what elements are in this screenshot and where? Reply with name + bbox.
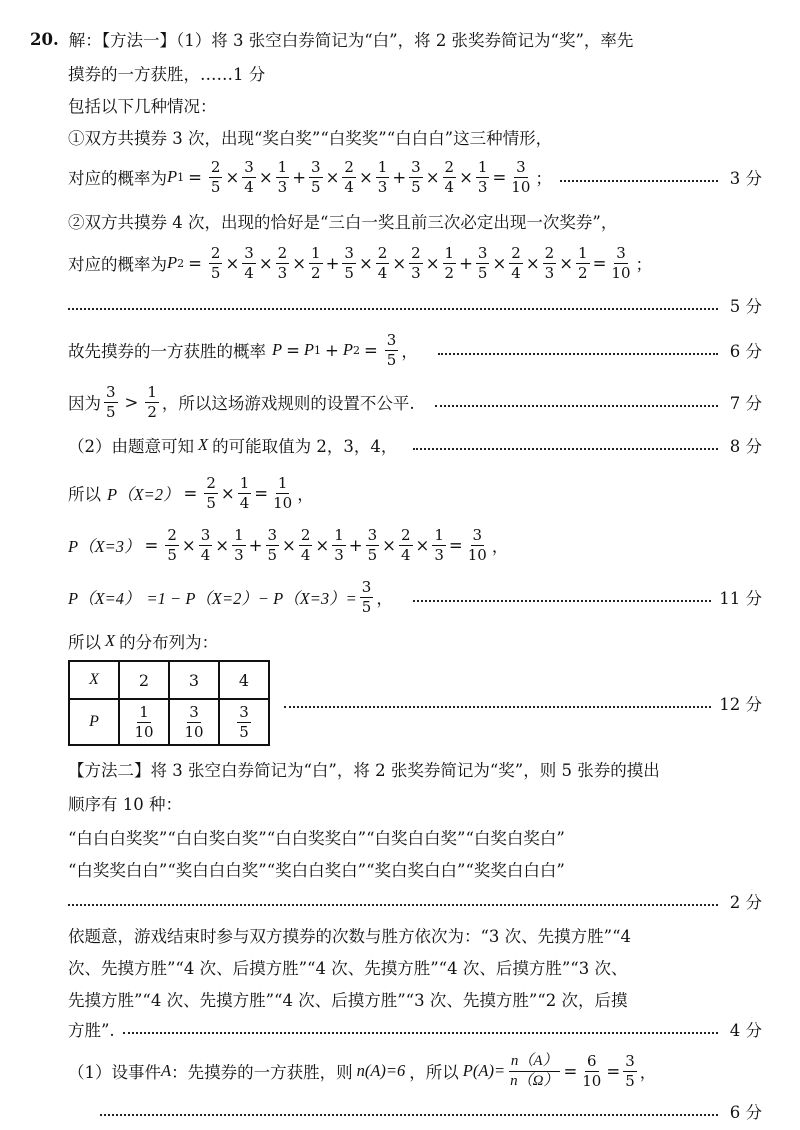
- eq-sign: =: [363, 340, 378, 360]
- px4-expr: P（X=4）: [68, 589, 141, 608]
- frac: $\frac{n(A)}{n(\Omega)}$: [510, 1052, 559, 1089]
- frac: $\frac{1}{3}$: [434, 525, 444, 564]
- eq-sign: =: [606, 1061, 621, 1081]
- table-cell-x-header: X: [69, 661, 119, 699]
- line-px3: [68, 520, 762, 570]
- score-mark: 8 分: [729, 437, 762, 456]
- line-distribution-intro: [68, 624, 762, 658]
- dot-leader: [284, 706, 711, 708]
- frac: $\frac{1}{3}$: [234, 525, 244, 564]
- p2-terms: $\frac{2}{5}$ × $\frac{3}{4}$ × $\frac{2}{3}$ × $\frac{1}{2}$ + $\frac{3}{5}$ × $\frac{2}{4}$ × $\frac{2}{3}$ × $\frac{1}{2}$ + $\frac{3}{5}$ × $\frac{2}{4}$ × $\frac{2}{3}$ × $\frac{1}{2}$ = $\frac{3}{10}$: [210, 243, 631, 282]
- px2-expr: P（X=2）: [107, 485, 180, 504]
- line-px4: [68, 572, 762, 622]
- dot-leader: [123, 1032, 718, 1034]
- frac: $\frac{1}{3}$: [377, 157, 388, 196]
- score-mark: 3 分: [729, 169, 762, 188]
- frac: $\frac{2}{4}$: [511, 243, 521, 282]
- p2-tail: ；: [635, 255, 653, 274]
- frac-result: $\frac{3}{5}$: [625, 1051, 635, 1090]
- p1-sub: 1: [314, 343, 322, 357]
- line-x-values: [68, 428, 762, 462]
- x-values-pre: （2）由题意可知: [68, 437, 194, 456]
- pa-expr: P(A)=: [462, 1061, 506, 1080]
- score-mark: 6 分: [729, 1103, 762, 1122]
- case-two-text: ②双方共摸券 4 次，出现的恰好是“三白一奖且前三次必定出现一次奖券”，: [68, 213, 618, 232]
- rounds-text-1: 依题意，游戏结束时参与双方摸券的次数与胜方依次为：“3 次、先摸方胜”“4: [68, 927, 632, 946]
- rounds-text-3: 先摸方胜”“4 次、先摸方胜”“4 次、后摸方胜”“3 次、先摸方胜”“2 次，后摸: [68, 991, 628, 1010]
- line-orders-2: [68, 852, 762, 886]
- frac: $\frac{2}{4}$: [344, 157, 354, 196]
- p1-tail: ；: [535, 169, 552, 188]
- frac: $\frac{1}{3}$: [477, 157, 488, 196]
- line-unfair: [68, 378, 762, 426]
- p2-var: P: [342, 340, 353, 359]
- score-mark: 12 分: [719, 695, 762, 714]
- line-rounds-4: [68, 1012, 762, 1046]
- rounds-text-2: 次、先摸方胜”“4 次、后摸方胜”“4 次、先摸方胜”“4 次、后摸方胜”“3 次、: [68, 959, 628, 978]
- frac: $\frac{2}{5}$: [210, 243, 221, 282]
- frac: $\frac{2}{3}$: [544, 243, 555, 282]
- eq-sign: =: [183, 483, 198, 503]
- because-text: 因为: [68, 394, 101, 413]
- p2-var: P: [167, 253, 178, 272]
- frac: $\frac{3}{5}$: [106, 382, 116, 421]
- frac: $\frac{1}{2}$: [147, 382, 157, 421]
- frac: $\frac{3}{4}$: [244, 243, 254, 282]
- p1-eq: =: [188, 167, 202, 187]
- line-orders-1: [68, 820, 762, 854]
- eq-sign: =: [563, 1061, 578, 1081]
- table-cell-p-header: P: [69, 699, 119, 745]
- table-cell: 4: [219, 661, 269, 699]
- px3-tail: ，: [491, 537, 509, 556]
- first-drawer-text: 摸券的一方获胜，……1 分: [68, 65, 266, 84]
- frac: $\frac{2}{4}$: [401, 525, 411, 564]
- method-one-intro: 解：【方法一】（1）将 3 张空白券简记为“白”，将 2 张奖券简记为“奖”，率先: [68, 31, 634, 50]
- frac: $\frac{1}{2}$: [311, 243, 321, 282]
- px3-expr: P（X=3）: [68, 537, 141, 556]
- frac: $\frac{2}{5}$: [206, 473, 216, 512]
- score-mark: 6 分: [729, 342, 762, 361]
- a-var: A: [161, 1061, 172, 1080]
- line-total-p: [68, 326, 762, 374]
- p2-label: 对应的概率为: [68, 255, 167, 274]
- ten-orders-text: 顺序有 10 种：: [68, 795, 182, 814]
- frac: $\frac{1}{3}$: [334, 525, 344, 564]
- px3-terms: $\frac{2}{5}$ × $\frac{3}{4}$ × $\frac{1}{3}$ + $\frac{3}{5}$ × $\frac{2}{4}$ × $\frac{1}{3}$ + $\frac{3}{5}$ × $\frac{2}{4}$ × $\frac{1}{3}$ = $\frac{3}{10}$: [167, 525, 487, 564]
- cases-intro-text: 包括以下几种情况：: [68, 97, 217, 116]
- frac: $\frac{3}{5}$: [267, 525, 278, 564]
- frac: $\frac{2}{4}$: [300, 525, 311, 564]
- frac-result: $\frac{3}{5}$: [361, 577, 372, 616]
- so-text: 所以: [68, 485, 101, 504]
- frac: $\frac{3}{5}$: [367, 525, 378, 564]
- frac: $\frac{2}{4}$: [444, 157, 455, 196]
- line-p2-formula: [68, 238, 762, 288]
- dot-leader: [413, 448, 718, 450]
- line-score-5: [68, 288, 762, 322]
- times-sign: ×: [220, 483, 235, 503]
- frac-result: $\frac{1}{10}$: [273, 473, 293, 512]
- p2-eq: =: [188, 253, 202, 273]
- x-var: X: [105, 631, 116, 650]
- total-p-tail: ，: [401, 342, 418, 361]
- eq-sign: =: [144, 535, 159, 555]
- dot-leader: [435, 405, 718, 407]
- event-pre: （1）设事件: [68, 1063, 161, 1082]
- frac-result: $\frac{3}{10}$: [511, 157, 531, 196]
- na-expr: n(A)=6: [356, 1061, 406, 1080]
- so-text: 所以: [68, 633, 101, 652]
- p1-sub: 1: [177, 170, 185, 184]
- line-rounds-2: [68, 950, 762, 984]
- px2-tail: ，: [297, 485, 314, 504]
- p-var: P: [272, 340, 283, 359]
- score-mark: 4 分: [729, 1021, 762, 1040]
- table-cell: 2: [119, 661, 169, 699]
- frac: $\frac{2}{5}$: [167, 525, 177, 564]
- score-mark: 5 分: [729, 297, 762, 316]
- p2-sub: 2: [177, 256, 185, 270]
- frac: $\frac{1}{3}$: [277, 157, 288, 196]
- line-case-one: [68, 120, 762, 154]
- frac: $\frac{3}{4}$: [200, 525, 211, 564]
- frac: $\frac{6}{10}$: [582, 1051, 602, 1090]
- orders-list-1: “白白白奖奖”“白白奖白奖”“白白奖奖白”“白奖白白奖”“白奖白奖白”: [68, 829, 565, 848]
- method-two-text: 【方法二】将 3 张空白券简记为“白”，将 2 张奖券简记为“奖”，则 5 张券的摸出: [68, 761, 660, 780]
- problem-number: 20.: [30, 29, 59, 49]
- line-px2: [68, 468, 762, 518]
- table-cell: 3: [169, 661, 219, 699]
- frac: $\frac{1}{2}$: [578, 243, 588, 282]
- eq-sign: =: [254, 483, 269, 503]
- case-one-text: ①双方共摸券 3 次，出现“奖白奖”“白奖奖”“白白白”这三种情形，: [68, 129, 553, 148]
- orders-list-2: “白奖奖白白”“奖白白白奖”“奖白白奖白”“奖白奖白白”“奖奖白白白”: [68, 861, 565, 880]
- line-distribution-table: [68, 660, 762, 746]
- dot-leader: [68, 904, 718, 906]
- frac: $\frac{3}{5}$: [477, 243, 488, 282]
- unfair-text: ，所以这场游戏规则的设置不公平.: [161, 394, 415, 413]
- total-p-text: 故先摸券的一方获胜的概率: [68, 342, 266, 361]
- frac: $\frac{2}{5}$: [210, 157, 221, 196]
- p2-sub: 2: [352, 343, 360, 357]
- frac: $\frac{2}{4}$: [377, 243, 388, 282]
- line-event-a: [68, 1046, 762, 1096]
- frac: $\frac{1}{4}$: [239, 473, 250, 512]
- dot-leader: [68, 308, 718, 310]
- event-mid: ：先摸券的一方获胜，则: [171, 1063, 353, 1082]
- table-cell: $\frac{3}{10}$: [169, 699, 219, 745]
- frac: $\frac{2}{3}$: [277, 243, 288, 282]
- frac-result: $\frac{3}{10}$: [611, 243, 631, 282]
- p1-label: 对应的概率为: [68, 169, 167, 188]
- frac: $\frac{1}{2}$: [444, 243, 455, 282]
- p1-var: P: [167, 167, 178, 186]
- score-mark: 11 分: [719, 589, 762, 608]
- gt-sign: >: [124, 392, 139, 412]
- frac-result: $\frac{3}{10}$: [467, 525, 487, 564]
- dot-leader: [100, 1114, 718, 1116]
- score-mark: 7 分: [729, 394, 762, 413]
- table-cell: $\frac{3}{5}$: [219, 699, 269, 745]
- dot-leader: [413, 600, 711, 602]
- table-row: [69, 699, 269, 745]
- frac: $\frac{2}{3}$: [411, 243, 421, 282]
- line-score-6: [100, 1096, 762, 1126]
- line-rounds-3: [68, 982, 762, 1016]
- solution-header-line: [30, 22, 762, 56]
- event-tail: ，: [639, 1063, 657, 1082]
- line-method-two: [68, 752, 762, 786]
- frac-result: $\frac{3}{5}$: [386, 330, 397, 369]
- dot-leader: [438, 353, 718, 355]
- dot-leader: [560, 180, 718, 182]
- line-case-two: [68, 204, 762, 238]
- p1-terms: $\frac{2}{5}$ × $\frac{3}{4}$ × $\frac{1}{3}$ + $\frac{3}{5}$ × $\frac{2}{4}$ × $\frac{1}{3}$ + $\frac{3}{5}$ × $\frac{2}{4}$ × $\frac{1}{3}$ = $\frac{3}{10}$: [210, 157, 531, 196]
- x-var: X: [198, 435, 209, 454]
- plus-sign: +: [325, 340, 339, 360]
- table-row: [69, 661, 269, 699]
- frac: $\frac{3}{5}$: [411, 157, 421, 196]
- table-cell: $\frac{1}{10}$: [119, 699, 169, 745]
- event-mid2: ，所以: [409, 1063, 459, 1082]
- p1-var: P: [303, 340, 315, 359]
- score-mark: 2 分: [729, 893, 762, 912]
- line-p1-formula: [68, 152, 762, 202]
- rounds-text-4: 方胜”.: [68, 1021, 115, 1040]
- line-rounds-1: [68, 918, 762, 952]
- line-first-drawer: [68, 56, 762, 90]
- line-score-2: [68, 884, 762, 918]
- px4-tail: ，: [376, 589, 393, 608]
- frac: $\frac{3}{5}$: [311, 157, 321, 196]
- line-ten-orders: [68, 786, 762, 820]
- x-values-post: 的可能取值为 2，3，4，: [212, 437, 398, 456]
- distribution-intro-text: 的分布列为：: [119, 633, 219, 652]
- frac: $\frac{3}{4}$: [244, 157, 254, 196]
- eq-sign: =: [286, 340, 300, 360]
- distribution-table: [68, 660, 270, 746]
- line-cases-intro: [68, 88, 762, 122]
- px4-body: =1 − P（X=2）− P（X=3）=: [146, 589, 357, 608]
- frac: $\frac{3}{5}$: [344, 243, 354, 282]
